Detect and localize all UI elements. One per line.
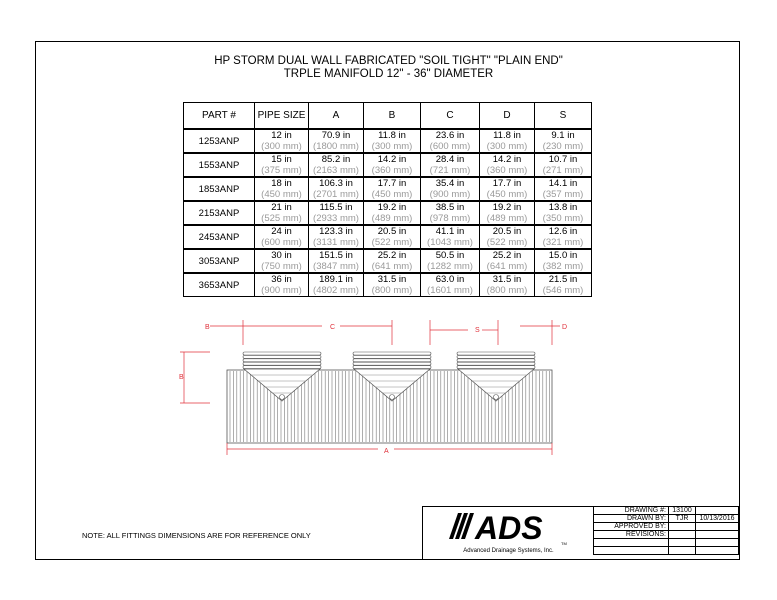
value-millimeters: (1800 mm)	[313, 141, 359, 152]
reference-note: NOTE: ALL FITTINGS DIMENSIONS ARE FOR REFERENCE ONLY	[82, 531, 311, 540]
value-millimeters: (800 mm)	[371, 285, 413, 296]
dimension-cell-d	[480, 177, 535, 201]
value-millimeters: (3131 mm)	[313, 237, 359, 248]
part-number-cell: 1553ANP	[184, 153, 255, 177]
dimension-cell-s	[535, 273, 592, 297]
dimension-cell-c	[421, 249, 480, 273]
value-millimeters: (2933 mm)	[313, 213, 359, 224]
dimension-cell-c	[421, 153, 480, 177]
riser-cone	[244, 369, 320, 401]
value-inches: 36 in	[271, 274, 292, 285]
revisions-label: REVISIONS:	[594, 531, 669, 539]
value-inches: 10.7 in	[548, 154, 578, 165]
revisions-value	[669, 531, 696, 539]
table-row	[184, 273, 592, 297]
dimension-cell-d	[480, 129, 535, 153]
value-inches: 106.3 in	[319, 178, 353, 189]
value-millimeters: (382 mm)	[542, 261, 584, 272]
table-row	[184, 201, 592, 225]
table-row	[184, 177, 592, 201]
value-millimeters: (800 mm)	[486, 285, 528, 296]
value-inches: 35.4 in	[435, 178, 465, 189]
value-inches: 115.5 in	[319, 202, 353, 213]
value-millimeters: (900 mm)	[261, 285, 302, 296]
header-part: PART #	[184, 103, 255, 130]
revision-cell	[669, 539, 696, 547]
value-inches: 17.7 in	[492, 178, 522, 189]
header-b: B	[364, 103, 421, 130]
value-inches: 21 in	[271, 202, 292, 213]
title-line-2: TRPLE MANIFOLD 12" - 36" DIAMETER	[283, 68, 494, 80]
value-inches: 9.1 in	[551, 130, 575, 141]
value-millimeters: (450 mm)	[261, 189, 302, 200]
dimension-cell-a	[309, 153, 364, 177]
value-inches: 12.6 in	[548, 226, 578, 237]
value-millimeters: (2163 mm)	[313, 165, 359, 176]
riser-corrugation	[457, 355, 535, 358]
value-inches: 38.5 in	[435, 202, 465, 213]
value-millimeters: (1043 mm)	[427, 237, 473, 248]
value-millimeters: (450 mm)	[486, 189, 528, 200]
part-number-cell: 3653ANP	[184, 273, 255, 297]
dim-label-c: C	[330, 324, 336, 331]
value-inches: 21.5 in	[548, 274, 578, 285]
value-inches: 70.9 in	[321, 130, 351, 141]
value-inches: 23.6 in	[435, 130, 465, 141]
part-number-cell: 3053ANP	[184, 249, 255, 273]
part-number-cell: 2453ANP	[184, 225, 255, 249]
value-millimeters: (522 mm)	[486, 237, 528, 248]
dimension-cell-size	[255, 225, 309, 249]
dimension-cell-a	[309, 273, 364, 297]
dimension-cell-d	[480, 273, 535, 297]
dimension-cell-a	[309, 249, 364, 273]
ads-logo	[423, 507, 594, 549]
riser-corrugation	[457, 352, 535, 355]
riser-corrugation	[457, 362, 535, 365]
title-block	[593, 506, 739, 555]
value-inches: 20.5 in	[377, 226, 407, 237]
dimension-cell-s	[535, 201, 592, 225]
value-inches: 11.8 in	[493, 130, 521, 141]
ads-tagline: Advanced Drainage Systems, Inc.	[463, 548, 554, 554]
revision-cell	[669, 547, 696, 555]
value-inches: 15 in	[271, 154, 292, 165]
header-a: A	[309, 103, 364, 130]
riser-corrugation	[353, 362, 431, 365]
dim-label-b-side: B	[179, 374, 184, 381]
revision-cell	[696, 547, 739, 555]
riser-corrugation	[353, 359, 431, 362]
dimension-cell-s	[535, 153, 592, 177]
header-d: D	[480, 103, 535, 130]
dimension-cell-b	[364, 177, 421, 201]
dimension-cell-d	[480, 201, 535, 225]
value-millimeters: (600 mm)	[261, 237, 302, 248]
value-inches: 19.2 in	[492, 202, 522, 213]
value-millimeters: (641 mm)	[371, 261, 413, 272]
riser-corrugation	[243, 352, 321, 355]
table-row	[184, 225, 592, 249]
dimension-cell-d	[480, 249, 535, 273]
value-millimeters: (978 mm)	[429, 213, 471, 224]
value-inches: 25.2 in	[377, 250, 407, 261]
title-line-1: HP STORM DUAL WALL FABRICATED "SOIL TIGHT" "PLAIN END"	[214, 55, 563, 67]
drawn-by-value: TJR	[669, 515, 696, 523]
value-millimeters: (360 mm)	[486, 165, 528, 176]
dimension-cell-c	[421, 273, 480, 297]
value-millimeters: (721 mm)	[429, 165, 471, 176]
dimensions-table	[183, 102, 592, 297]
value-inches: 30 in	[271, 250, 292, 261]
svg-text:TM: TM	[561, 541, 567, 546]
value-millimeters: (230 mm)	[542, 141, 584, 152]
approved-date	[696, 523, 739, 531]
dimension-cell-a	[309, 177, 364, 201]
value-inches: 15.0 in	[548, 250, 578, 261]
dimension-cell-c	[421, 201, 480, 225]
riser-corrugation	[243, 366, 321, 369]
approved-by-label: APPROVED BY:	[594, 523, 669, 531]
dimension-cell-b	[364, 129, 421, 153]
part-number-cell: 2153ANP	[184, 201, 255, 225]
dimension-cell-c	[421, 177, 480, 201]
riser-corrugation	[243, 359, 321, 362]
value-inches: 41.1 in	[435, 226, 465, 237]
dimension-cell-size	[255, 177, 309, 201]
value-inches: 11.8 in	[378, 130, 406, 141]
dimension-cell-a	[309, 225, 364, 249]
header-pipe-size: PIPE SIZE	[255, 103, 309, 130]
dimension-cell-c	[421, 129, 480, 153]
value-millimeters: (300 mm)	[486, 141, 528, 152]
dimension-cell-b	[364, 249, 421, 273]
value-inches: 25.2 in	[492, 250, 522, 261]
riser-fittings	[243, 352, 535, 401]
value-inches: 63.0 in	[435, 274, 465, 285]
riser-corrugation	[353, 366, 431, 369]
header-s: S	[535, 103, 592, 130]
value-inches: 24 in	[271, 226, 292, 237]
value-millimeters: (321 mm)	[542, 237, 584, 248]
revision-cell	[696, 539, 739, 547]
dimension-cell-s	[535, 129, 592, 153]
value-inches: 14.2 in	[492, 154, 522, 165]
dimension-cell-b	[364, 225, 421, 249]
dimension-cell-b	[364, 273, 421, 297]
value-inches: 28.4 in	[435, 154, 465, 165]
revisions-date	[696, 531, 739, 539]
drawing-number-label: DRAWING #:	[594, 507, 669, 515]
dimension-cell-a	[309, 201, 364, 225]
value-millimeters: (641 mm)	[486, 261, 528, 272]
drawn-by-label: DRAWN BY:	[594, 515, 669, 523]
dimension-cell-d	[480, 153, 535, 177]
riser-corrugation	[243, 362, 321, 365]
riser-corrugation	[353, 352, 431, 355]
dimension-cell-size	[255, 201, 309, 225]
ads-wordmark: ADS	[475, 510, 543, 546]
value-millimeters: (357 mm)	[542, 189, 584, 200]
riser-cone	[354, 369, 430, 401]
dim-label-a: A	[384, 448, 389, 455]
value-millimeters: (750 mm)	[261, 261, 302, 272]
value-millimeters: (4802 mm)	[313, 285, 359, 296]
riser-corrugation	[457, 359, 535, 362]
value-inches: 17.7 in	[377, 178, 407, 189]
drawing-number-value: 13100	[669, 507, 696, 515]
dim-label-b-top: B	[205, 324, 210, 331]
value-millimeters: (525 mm)	[261, 213, 302, 224]
value-inches: 50.5 in	[435, 250, 465, 261]
value-inches: 19.2 in	[377, 202, 407, 213]
value-millimeters: (546 mm)	[542, 285, 584, 296]
value-millimeters: (360 mm)	[371, 165, 413, 176]
value-inches: 20.5 in	[492, 226, 522, 237]
dimension-cell-d	[480, 225, 535, 249]
value-millimeters: (489 mm)	[371, 213, 413, 224]
value-inches: 14.2 in	[377, 154, 407, 165]
dimension-cell-size	[255, 153, 309, 177]
dimension-cell-b	[364, 201, 421, 225]
value-inches: 13.8 in	[548, 202, 578, 213]
dimension-cell-size	[255, 129, 309, 153]
value-inches: 14.1 in	[548, 178, 578, 189]
value-millimeters: (522 mm)	[371, 237, 413, 248]
value-inches: 31.5 in	[377, 274, 407, 285]
value-inches: 12 in	[271, 130, 292, 141]
riser-corrugation	[353, 355, 431, 358]
drawn-date: 10/13/2016	[696, 515, 739, 523]
value-millimeters: (3847 mm)	[313, 261, 359, 272]
value-inches: 31.5 in	[492, 274, 522, 285]
value-inches: 189.1 in	[319, 274, 353, 285]
dimension-cell-c	[421, 225, 480, 249]
riser-corrugation	[243, 355, 321, 358]
dim-label-d: D	[561, 324, 567, 331]
table-header-row	[184, 103, 592, 130]
table-row	[184, 249, 592, 273]
table-row	[184, 153, 592, 177]
value-inches: 18 in	[271, 178, 292, 189]
value-millimeters: (2701 mm)	[313, 189, 359, 200]
dim-label-s: S	[475, 327, 480, 334]
part-number-cell: 1853ANP	[184, 177, 255, 201]
manifold-drawing	[170, 315, 570, 460]
table-row	[184, 129, 592, 153]
value-inches: 123.3 in	[319, 226, 353, 237]
drawing-number-blank	[696, 507, 739, 515]
value-millimeters: (1282 mm)	[427, 261, 473, 272]
value-millimeters: (375 mm)	[261, 165, 302, 176]
dimension-cell-a	[309, 129, 364, 153]
value-millimeters: (900 mm)	[429, 189, 471, 200]
value-millimeters: (1601 mm)	[427, 285, 473, 296]
dimension-cell-size	[255, 249, 309, 273]
dimension-cell-s	[535, 249, 592, 273]
value-millimeters: (271 mm)	[542, 165, 584, 176]
value-millimeters: (489 mm)	[486, 213, 528, 224]
header-c: C	[421, 103, 480, 130]
revision-row	[594, 547, 669, 555]
dimension-cell-size	[255, 273, 309, 297]
revision-row	[594, 539, 669, 547]
value-inches: 151.5 in	[319, 250, 353, 261]
dimension-cell-b	[364, 153, 421, 177]
riser-corrugation	[457, 366, 535, 369]
value-millimeters: (450 mm)	[371, 189, 413, 200]
drawing-title	[0, 55, 777, 81]
ads-logo-block	[422, 506, 593, 559]
approved-by-value	[669, 523, 696, 531]
value-inches: 85.2 in	[321, 154, 351, 165]
value-millimeters: (600 mm)	[429, 141, 471, 152]
dimension-cell-s	[535, 177, 592, 201]
value-millimeters: (300 mm)	[261, 141, 302, 152]
value-millimeters: (350 mm)	[542, 213, 584, 224]
value-millimeters: (300 mm)	[371, 141, 413, 152]
dimension-cell-s	[535, 225, 592, 249]
part-number-cell: 1253ANP	[184, 129, 255, 153]
